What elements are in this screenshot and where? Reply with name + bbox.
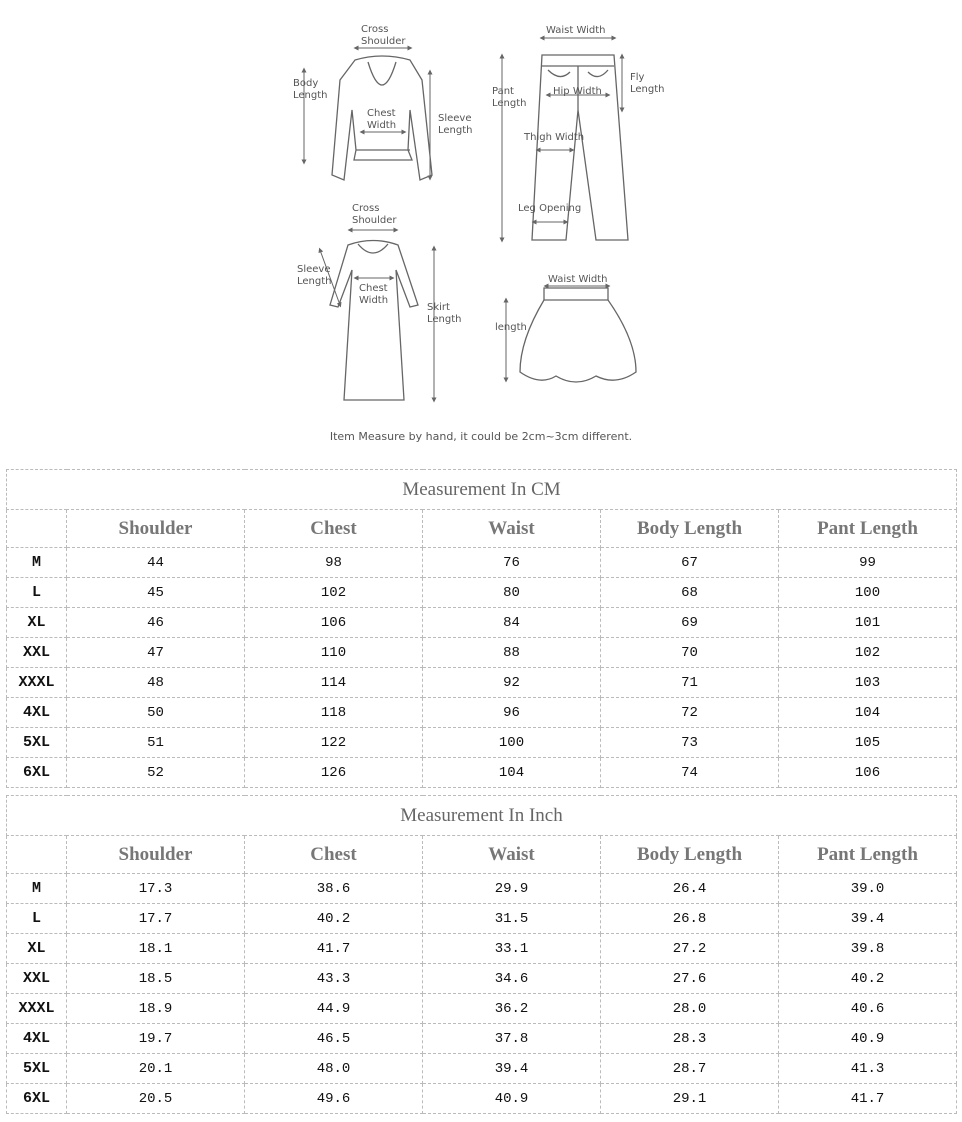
- label-pants-waist-width: Waist Width: [546, 25, 606, 36]
- label-dress-sleeve-length: Sleeve: [297, 264, 331, 275]
- table-cell: 92: [423, 668, 601, 698]
- svg-text:Shoulder: Shoulder: [361, 36, 406, 47]
- table-cell: 34.6: [423, 964, 601, 994]
- size-label: 6XL: [7, 758, 67, 788]
- table-cell: 106: [245, 608, 423, 638]
- table-cell: 106: [779, 758, 957, 788]
- table-cell: 69: [601, 608, 779, 638]
- column-header: [7, 836, 67, 874]
- skirt-icon: [520, 288, 636, 382]
- table-cell: 74: [601, 758, 779, 788]
- table-cell: 40.2: [779, 964, 957, 994]
- size-label: M: [7, 874, 67, 904]
- table-cell: 46: [67, 608, 245, 638]
- column-header: Chest: [245, 510, 423, 548]
- svg-text:Width: Width: [359, 295, 389, 306]
- label-pants-fly-length: Fly: [630, 72, 645, 83]
- table-cell: 19.7: [67, 1024, 245, 1054]
- table-cell: 43.3: [245, 964, 423, 994]
- table-cell: 98: [245, 548, 423, 578]
- size-table-inch: [6, 795, 957, 1114]
- table-cell: 46.5: [245, 1024, 423, 1054]
- size-label: 4XL: [7, 1024, 67, 1054]
- table-cell: 41.7: [779, 1084, 957, 1114]
- table-row: [7, 758, 957, 788]
- svg-text:Length: Length: [297, 276, 332, 287]
- table-cell: 102: [245, 578, 423, 608]
- size-label: L: [7, 578, 67, 608]
- column-header: [7, 510, 67, 548]
- garment-illustrations: [0, 0, 962, 460]
- table-row: [7, 1084, 957, 1114]
- table-cell: 18.9: [67, 994, 245, 1024]
- size-table-cm: [6, 469, 957, 788]
- table-row: [7, 638, 957, 668]
- label-dress-skirt-length: Skirt: [427, 302, 450, 313]
- table-cell: 80: [423, 578, 601, 608]
- table-cell: 47: [67, 638, 245, 668]
- table-cell: 18.5: [67, 964, 245, 994]
- table-cell: 27.6: [601, 964, 779, 994]
- measure-note: Item Measure by hand, it could be 2cm~3cm different.: [329, 430, 633, 443]
- table-cell: 39.4: [423, 1054, 601, 1084]
- dress-icon: [330, 241, 418, 401]
- table-row: [7, 548, 957, 578]
- size-label: 5XL: [7, 1054, 67, 1084]
- label-top-sleeve-length: Sleeve: [438, 113, 472, 124]
- column-header: Shoulder: [67, 836, 245, 874]
- size-label: XXXL: [7, 668, 67, 698]
- table-cell: 41.3: [779, 1054, 957, 1084]
- table-row: [7, 728, 957, 758]
- size-label: XXXL: [7, 994, 67, 1024]
- table-row: [7, 934, 957, 964]
- table-cell: 40.9: [423, 1084, 601, 1114]
- svg-text:Length: Length: [492, 98, 527, 109]
- table-cell: 27.2: [601, 934, 779, 964]
- size-label: XXL: [7, 638, 67, 668]
- table-cell: 28.0: [601, 994, 779, 1024]
- size-label: XL: [7, 934, 67, 964]
- table-cell: 51: [67, 728, 245, 758]
- table-cell: 20.1: [67, 1054, 245, 1084]
- table-cell: 76: [423, 548, 601, 578]
- table-row: [7, 578, 957, 608]
- table-cell: 39.8: [779, 934, 957, 964]
- table-cell: 31.5: [423, 904, 601, 934]
- column-header: Body Length: [601, 510, 779, 548]
- table-cell: 36.2: [423, 994, 601, 1024]
- table-cell: 104: [423, 758, 601, 788]
- table-title: Measurement In CM: [7, 470, 957, 510]
- svg-text:Length: Length: [438, 125, 473, 136]
- label-dress-cross-shoulder: Cross: [352, 203, 380, 214]
- label-pants-thigh-width: Thigh Width: [524, 132, 585, 143]
- table-cell: 84: [423, 608, 601, 638]
- table-title: Measurement In Inch: [7, 796, 957, 836]
- table-cell: 28.3: [601, 1024, 779, 1054]
- table-cell: 26.8: [601, 904, 779, 934]
- table-cell: 70: [601, 638, 779, 668]
- svg-text:Shoulder: Shoulder: [352, 215, 397, 226]
- table-row: [7, 698, 957, 728]
- table-cell: 96: [423, 698, 601, 728]
- size-label: L: [7, 904, 67, 934]
- table-cell: 26.4: [601, 874, 779, 904]
- table-row: [7, 1024, 957, 1054]
- table-cell: 52: [67, 758, 245, 788]
- table-cell: 122: [245, 728, 423, 758]
- label-skirt-waist-width: Waist Width: [548, 274, 608, 285]
- svg-text:Width: Width: [367, 120, 397, 131]
- size-label: XXL: [7, 964, 67, 994]
- label-dress-chest-width: Chest: [359, 283, 388, 294]
- table-cell: 38.6: [245, 874, 423, 904]
- table-cell: 49.6: [245, 1084, 423, 1114]
- table-cell: 28.7: [601, 1054, 779, 1084]
- column-header: Shoulder: [67, 510, 245, 548]
- table-cell: 126: [245, 758, 423, 788]
- label-pants-leg-opening: Leg Opening: [518, 203, 582, 214]
- table-cell: 48: [67, 668, 245, 698]
- table-cell: 100: [423, 728, 601, 758]
- table-cell: 105: [779, 728, 957, 758]
- table-cell: 39.4: [779, 904, 957, 934]
- table-cell: 102: [779, 638, 957, 668]
- table-cell: 17.7: [67, 904, 245, 934]
- size-label: M: [7, 548, 67, 578]
- table-cell: 39.0: [779, 874, 957, 904]
- table-cell: 45: [67, 578, 245, 608]
- table-cell: 110: [245, 638, 423, 668]
- table-cell: 72: [601, 698, 779, 728]
- table-cell: 40.9: [779, 1024, 957, 1054]
- table-row: [7, 904, 957, 934]
- size-label: 6XL: [7, 1084, 67, 1114]
- svg-text:Length: Length: [427, 314, 462, 325]
- table-cell: 18.1: [67, 934, 245, 964]
- table-cell: 101: [779, 608, 957, 638]
- column-header: Pant Length: [779, 510, 957, 548]
- table-cell: 88: [423, 638, 601, 668]
- table-cell: 20.5: [67, 1084, 245, 1114]
- svg-text:Length: Length: [630, 84, 665, 95]
- table-cell: 44.9: [245, 994, 423, 1024]
- table-cell: 68: [601, 578, 779, 608]
- size-label: 5XL: [7, 728, 67, 758]
- table-cell: 29.9: [423, 874, 601, 904]
- table-row: [7, 668, 957, 698]
- column-header: Waist: [423, 510, 601, 548]
- label-pants-pant-length: Pant: [492, 86, 514, 97]
- label-skirt-length: length: [495, 322, 527, 333]
- table-cell: 29.1: [601, 1084, 779, 1114]
- table-cell: 33.1: [423, 934, 601, 964]
- table-cell: 114: [245, 668, 423, 698]
- column-header: Waist: [423, 836, 601, 874]
- table-cell: 103: [779, 668, 957, 698]
- table-row: [7, 608, 957, 638]
- measurement-diagrams: [0, 0, 962, 460]
- table-cell: 118: [245, 698, 423, 728]
- table-row: [7, 994, 957, 1024]
- svg-text:Length: Length: [293, 90, 328, 101]
- table-cell: 99: [779, 548, 957, 578]
- table-cell: 73: [601, 728, 779, 758]
- table-row: [7, 874, 957, 904]
- table-cell: 48.0: [245, 1054, 423, 1084]
- table-cell: 40.2: [245, 904, 423, 934]
- table-cell: 44: [67, 548, 245, 578]
- size-label: XL: [7, 608, 67, 638]
- column-header: Chest: [245, 836, 423, 874]
- label-pants-hip-width: Hip Width: [553, 86, 602, 97]
- table-cell: 37.8: [423, 1024, 601, 1054]
- table-cell: 67: [601, 548, 779, 578]
- table-cell: 40.6: [779, 994, 957, 1024]
- table-cell: 100: [779, 578, 957, 608]
- table-cell: 104: [779, 698, 957, 728]
- column-header: Body Length: [601, 836, 779, 874]
- table-cell: 41.7: [245, 934, 423, 964]
- label-top-cross-shoulder: Cross: [361, 24, 389, 35]
- size-label: 4XL: [7, 698, 67, 728]
- label-top-body-length: Body: [293, 78, 319, 89]
- table-cell: 71: [601, 668, 779, 698]
- table-row: [7, 964, 957, 994]
- table-row: [7, 1054, 957, 1084]
- column-header: Pant Length: [779, 836, 957, 874]
- table-cell: 50: [67, 698, 245, 728]
- label-top-chest-width: Chest: [367, 108, 396, 119]
- table-cell: 17.3: [67, 874, 245, 904]
